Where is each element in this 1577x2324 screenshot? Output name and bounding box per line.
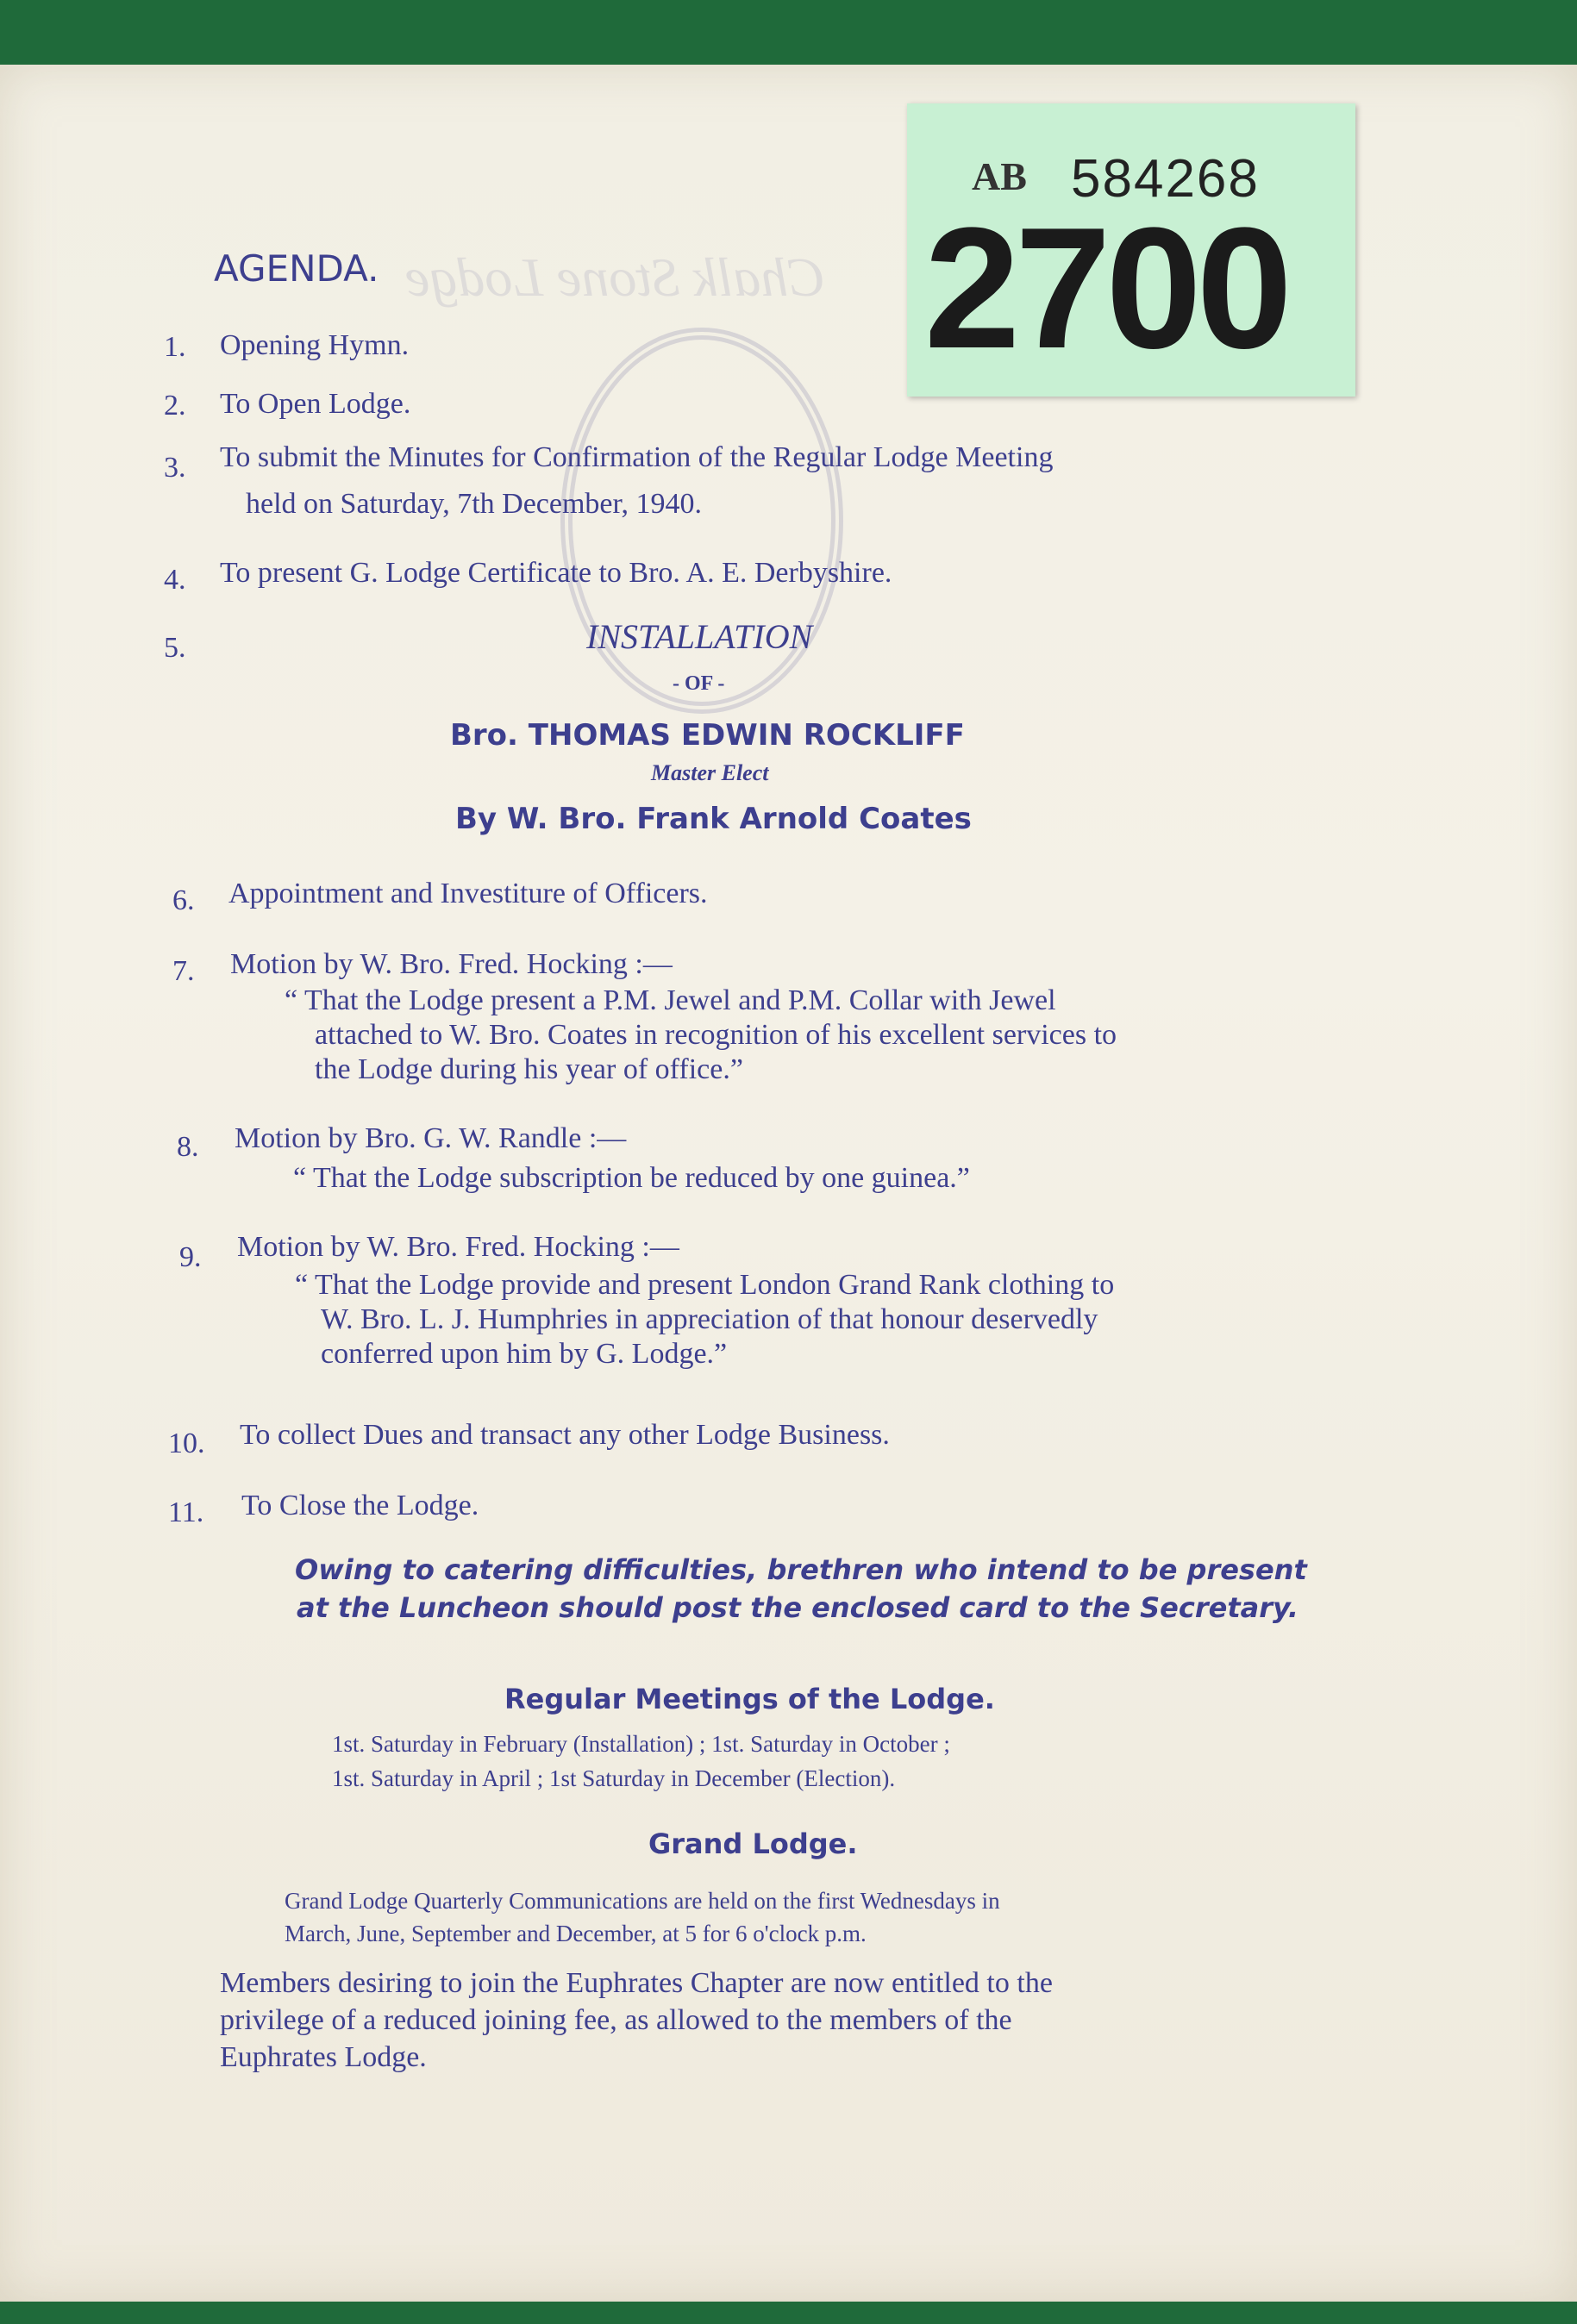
- grand-lodge-line: Grand Lodge Quarterly Communications are held on the first Wednesdays in: [285, 1888, 1000, 1914]
- item-number: 10.: [168, 1428, 205, 1459]
- lot-sticker: [907, 103, 1355, 397]
- motion-text: “ That the Lodge subscription be reduced by one guinea.”: [293, 1162, 970, 1194]
- motion-text: attached to W. Bro. Coates in recognition of his excellent services to: [315, 1019, 1117, 1051]
- installing-master: By W. Bro. Frank Arnold Coates: [455, 802, 972, 836]
- motion-text: “ That the Lodge provide and present London Grand Rank clothing to: [295, 1269, 1115, 1301]
- item-text: Motion by W. Bro. Fred. Hocking :—: [230, 948, 673, 980]
- item-number: 7.: [172, 955, 195, 987]
- grand-lodge-title: Grand Lodge.: [648, 1827, 858, 1860]
- item-text: To submit the Minutes for Confirmation of the Regular Lodge Meeting: [220, 441, 1054, 473]
- item-text: Appointment and Investiture of Officers.: [228, 878, 708, 909]
- catering-note: Owing to catering difficulties, brethren who intend to be present: [295, 1553, 1307, 1586]
- item-number: 1.: [164, 331, 186, 363]
- master-elect-name: Bro. THOMAS EDWIN ROCKLIFF: [450, 718, 965, 753]
- item-text: held on Saturday, 7th December, 1940.: [246, 488, 702, 520]
- motion-text: conferred upon him by G. Lodge.”: [321, 1338, 728, 1370]
- sticker-number: 584268: [1071, 149, 1260, 209]
- installation-heading: INSTALLATION: [586, 617, 813, 656]
- item-number: 3.: [164, 452, 186, 484]
- regular-meetings-title: Regular Meetings of the Lodge.: [504, 1683, 995, 1715]
- item-text: Motion by Bro. G. W. Randle :—: [235, 1122, 627, 1154]
- motion-text: the Lodge during his year of office.”: [315, 1053, 743, 1085]
- sticker-prefix: AB: [972, 154, 1027, 198]
- chapter-note: Members desiring to join the Euphrates Chapter are now entitled to the: [220, 1967, 1053, 1999]
- motion-text: “ That the Lodge present a P.M. Jewel and P.M. Collar with Jewel: [285, 984, 1056, 1016]
- item-text: To Close the Lodge.: [241, 1490, 479, 1521]
- catering-note: at the Luncheon should post the enclosed card to the Secretary.: [297, 1591, 1299, 1624]
- chapter-note: privilege of a reduced joining fee, as allowed to the members of the: [220, 2004, 1012, 2036]
- master-elect-role: Master Elect: [651, 760, 769, 785]
- regular-meetings-line: 1st. Saturday in February (Installation) ; 1st. Saturday in October ;: [332, 1731, 950, 1757]
- item-number: 2.: [164, 390, 186, 422]
- motion-text: W. Bro. L. J. Humphries in appreciation of that honour deservedly: [321, 1303, 1098, 1335]
- item-number: 9.: [179, 1241, 202, 1273]
- item-text: Motion by W. Bro. Fred. Hocking :—: [237, 1231, 679, 1263]
- chapter-note: Euphrates Lodge.: [220, 2041, 427, 2073]
- item-text: To Open Lodge.: [220, 388, 411, 420]
- item-number: 4.: [164, 564, 186, 596]
- lot-number: 2700: [924, 192, 1287, 384]
- show-through-lodge-heading: Chalk Stone Lodge: [405, 247, 826, 308]
- installation-of: - OF -: [673, 672, 725, 695]
- regular-meetings-line: 1st. Saturday in April ; 1st Saturday in December (Election).: [332, 1765, 896, 1791]
- agenda-title: AGENDA.: [214, 247, 379, 290]
- item-number: 11.: [168, 1496, 204, 1528]
- item-number: 6.: [172, 884, 195, 916]
- item-text: To collect Dues and transact any other Lodge Business.: [240, 1419, 890, 1451]
- grand-lodge-line: March, June, September and December, at 5 for 6 o'clock p.m.: [285, 1921, 867, 1946]
- item-number: 8.: [177, 1131, 199, 1163]
- item-text: Opening Hymn.: [220, 329, 410, 361]
- item-text: To present G. Lodge Certificate to Bro. A. E. Derbyshire.: [220, 557, 892, 589]
- item-number: 5.: [164, 632, 186, 664]
